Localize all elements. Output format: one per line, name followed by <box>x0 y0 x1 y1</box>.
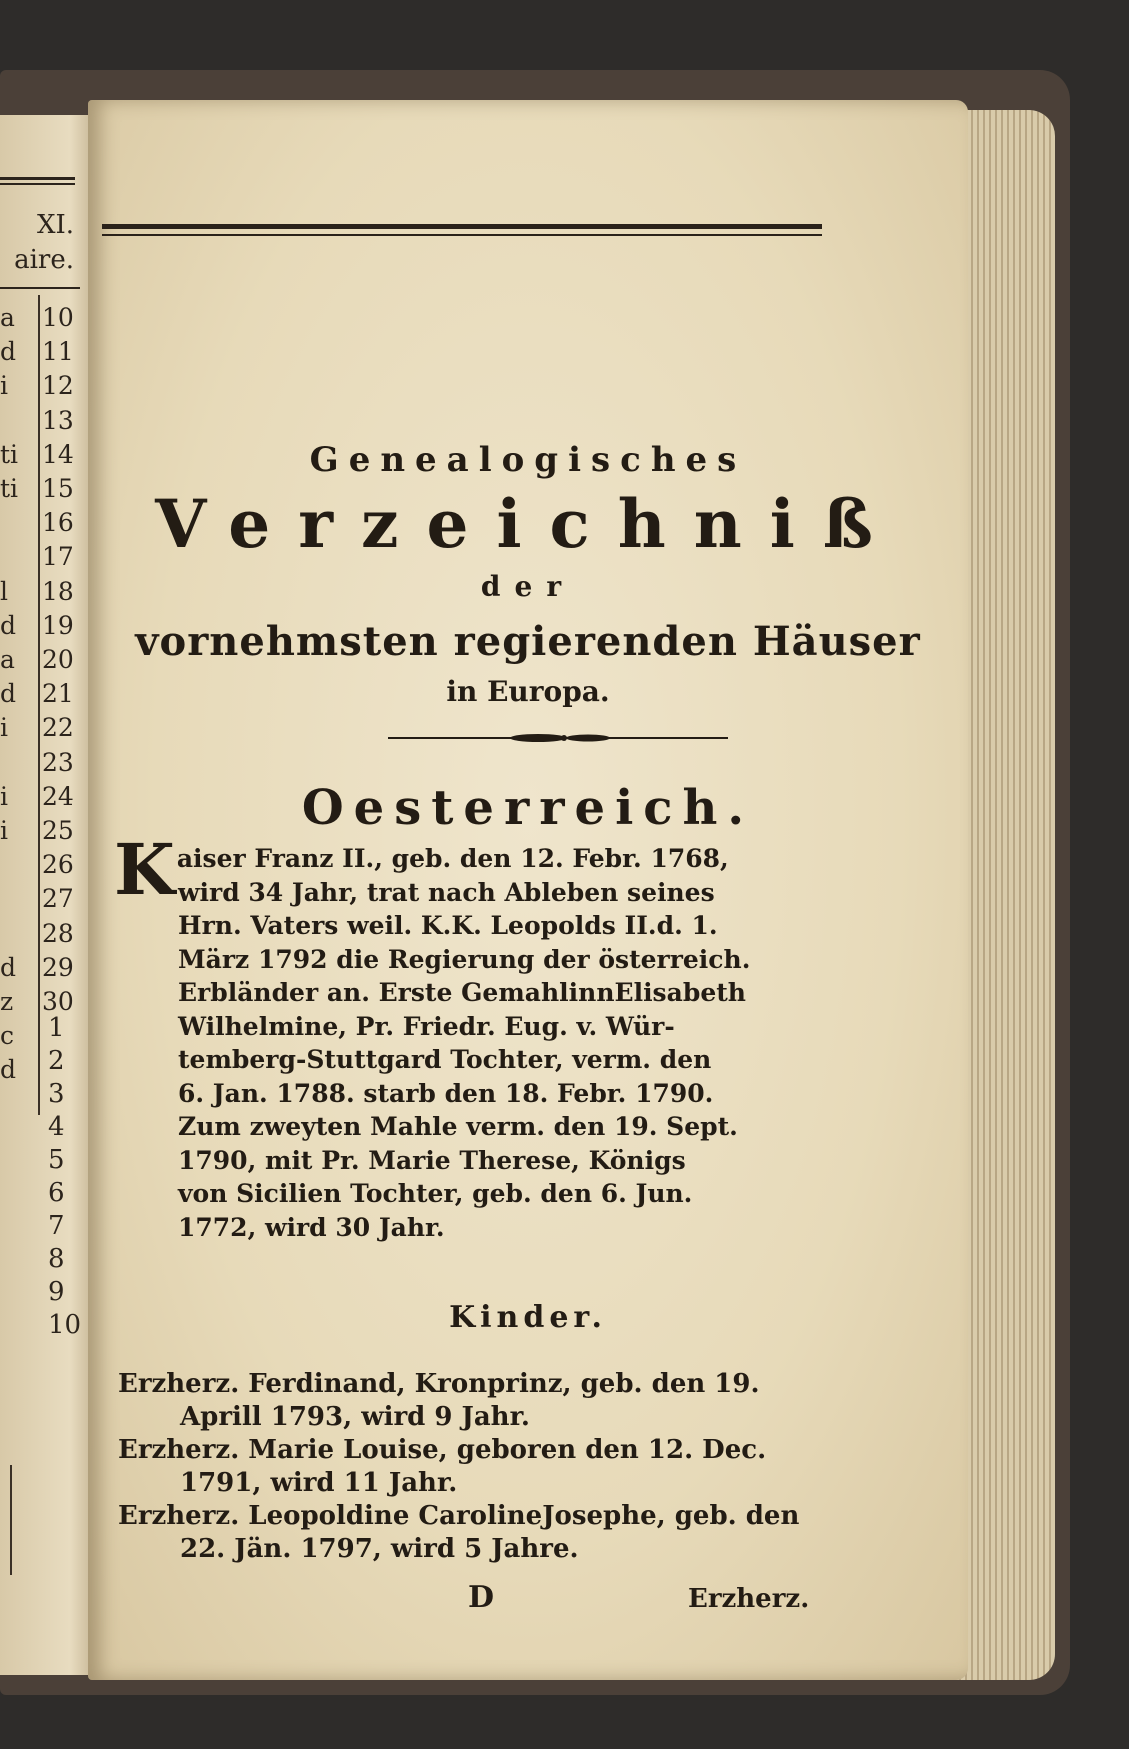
left-page-day-number-2: 3 <box>48 1079 65 1109</box>
left-page-day-number: 25 <box>42 816 74 845</box>
body-line: temberg-Stuttgard Tochter, verm. den <box>178 1045 712 1074</box>
title-genealogisches: Genealogisches <box>309 440 747 480</box>
left-page-day-number: 13 <box>42 405 74 435</box>
body-line: Hrn. Vaters weil. K.K. Leopolds II.d. 1. <box>178 911 718 940</box>
left-page-letter: d <box>0 679 17 709</box>
left-page-day-number: 14 <box>42 439 74 469</box>
body-line: Erbländer an. Erste GemahlinnElisabeth <box>178 978 746 1007</box>
left-page-letter: d <box>0 1055 17 1085</box>
right-page <box>88 100 968 1680</box>
kinder-entry-main: Erzherz. Ferdinand, Kronprinz, geb. den 19. <box>118 1369 760 1399</box>
left-page-letter: z <box>0 987 14 1016</box>
left-page-day-number-2: 2 <box>48 1046 65 1076</box>
left-page-day-number: 30 <box>42 987 74 1016</box>
body-line: aiser Franz II., geb. den 12. Febr. 1768, <box>176 844 729 873</box>
left-page-letter: ti <box>0 474 19 503</box>
left-page-header-bottom: aire. <box>14 245 74 275</box>
body-line: 1772, wird 30 Jahr. <box>178 1212 445 1242</box>
signature-mark: D <box>468 1580 495 1615</box>
left-page-column-line-2 <box>10 1465 12 1575</box>
left-page-day-number-2: 4 <box>48 1112 65 1142</box>
left-page-day-number: 11 <box>42 337 74 367</box>
left-page-day-number: 17 <box>42 542 74 572</box>
left-page-day-number-2: 9 <box>48 1277 65 1307</box>
left-page-day-number: 15 <box>42 474 74 503</box>
left-page-column-line <box>38 295 40 1115</box>
left-page-day-number: 23 <box>42 747 74 777</box>
left-page-day-number: 20 <box>42 645 74 674</box>
left-page-letter: i <box>0 371 8 401</box>
left-page-day-number-2: 5 <box>48 1145 65 1175</box>
left-page-letter: i <box>0 781 8 811</box>
left-page-day-number: 12 <box>42 371 74 401</box>
section-heading: Oesterreich. <box>301 780 755 836</box>
left-page-letter: d <box>0 610 17 640</box>
left-page-day-number: 24 <box>42 781 74 811</box>
title-houses: vornehmsten regierenden Häuser <box>135 618 921 665</box>
top-rule-thin <box>102 234 822 236</box>
left-page-day-number: 29 <box>42 952 74 982</box>
section-body <box>114 828 856 1244</box>
kinder-list <box>118 1368 878 1566</box>
left-page-day-number: 22 <box>42 713 74 743</box>
left-page-day-number: 27 <box>42 884 74 914</box>
left-page-table-rule <box>0 287 80 289</box>
left-page-letter: c <box>0 1021 15 1051</box>
page-edges <box>955 110 1055 1680</box>
left-page-letter: a <box>0 303 15 332</box>
title-der: der <box>480 570 576 603</box>
body-line: 6. Jan. 1788. starb den 18. Febr. 1790. <box>178 1078 714 1108</box>
kinder-entry-main: Erzherz. Marie Louise, geboren den 12. Dec. <box>118 1435 767 1465</box>
left-page-rule <box>0 177 75 180</box>
body-line: 1790, mit Pr. Marie Therese, Königs <box>178 1145 686 1175</box>
body-line: Zum zweyten Mahle verm. den 19. Sept. <box>178 1112 738 1141</box>
left-page-day-number-2: 6 <box>48 1178 65 1208</box>
body-line: von Sicilien Tochter, geb. den 6. Jun. <box>178 1179 693 1208</box>
left-page-header-top: XI. <box>36 210 74 240</box>
left-page-rule-thin <box>0 183 75 185</box>
left-page-day-number: 28 <box>42 918 74 948</box>
ornament-divider-icon <box>388 732 728 744</box>
body-line: wird 34 Jahr, trat nach Ableben seines <box>178 877 715 907</box>
left-page-day-number-2: 7 <box>48 1211 65 1241</box>
left-page-day-number: 16 <box>42 508 74 538</box>
left-page-day-number: 19 <box>42 610 74 640</box>
kinder-entry-main: Erzherz. Leopoldine CarolineJosephe, geb. den <box>118 1501 800 1531</box>
left-page-day-number-2: 8 <box>48 1244 65 1274</box>
left-page-fragment <box>0 115 100 1675</box>
title-europa: in Europa. <box>446 675 610 708</box>
left-page-letter: ti <box>0 439 19 469</box>
left-page-day-number-2: 10 <box>48 1310 82 1340</box>
body-line: März 1792 die Regierung der österreich. <box>178 944 751 974</box>
kinder-heading: Kinder. <box>449 1300 607 1335</box>
kinder-entry-sub: 22. Jän. 1797, wird 5 Jahre. <box>180 1534 579 1564</box>
catchword: Erzherz. <box>688 1584 810 1614</box>
drop-cap: K <box>114 828 175 911</box>
left-page-day-number: 26 <box>42 850 74 880</box>
left-page-day-number: 18 <box>42 576 74 606</box>
left-page-letter: l <box>0 576 8 606</box>
body-line: Wilhelmine, Pr. Friedr. Eug. v. Wür- <box>178 1011 675 1041</box>
left-page-letter: d <box>0 337 17 367</box>
left-page-day-number: 21 <box>42 679 74 709</box>
left-page-letter: i <box>0 713 8 743</box>
left-page-letter: a <box>0 645 15 674</box>
title-verzeichniss: Verzeichniß <box>155 485 901 563</box>
left-page-day-number: 10 <box>42 303 74 332</box>
kinder-entry-sub: Aprill 1793, wird 9 Jahr. <box>180 1402 530 1432</box>
top-rule-thick <box>102 224 822 229</box>
kinder-entry-sub: 1791, wird 11 Jahr. <box>180 1468 458 1498</box>
left-page-day-number-2: 1 <box>48 1013 65 1043</box>
left-page-letter: i <box>0 816 8 845</box>
left-page-letter: d <box>0 952 17 982</box>
